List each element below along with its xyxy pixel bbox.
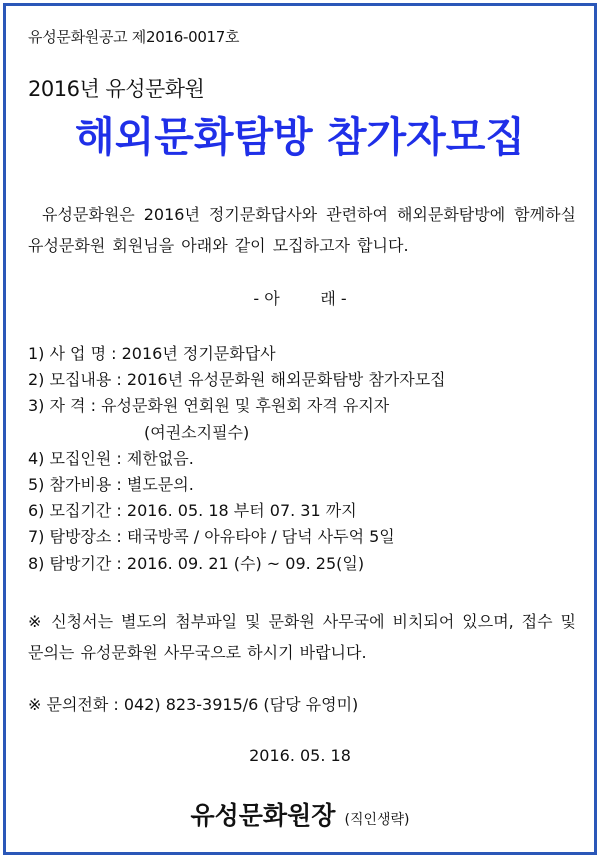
application-note: ※ 신청서는 별도의 첨부파일 및 문화원 사무국에 비치되어 있으며, 접수 및 문의는 유성문화원 사무국으로 하시기 바랍니다.	[28, 612, 576, 662]
detail-item-capacity: 4) 모집인원 : 제한없음.	[28, 448, 194, 468]
seal-note: (직인생략)	[344, 812, 410, 828]
subtitle: 2016년 유성문화원	[28, 77, 205, 101]
detail-item-recruit-period: 6) 모집기간 : 2016. 05. 18 부터 07. 31 까지	[28, 501, 357, 521]
detail-item-destination: 7) 탐방장소 : 태국방콕 / 아유타야 / 담넉 사두억 5일	[28, 527, 395, 547]
detail-item-project: 1) 사 업 명 : 2016년 정기문화답사	[28, 344, 276, 363]
detail-item-fee: 5) 참가비용 : 별도문의.	[28, 474, 194, 494]
section-marker: - 아 래 -	[253, 289, 347, 308]
issue-date: 2016. 05. 18	[249, 746, 351, 765]
issuer-block	[0, 796, 600, 832]
contact-info: ※ 문의전화 : 042) 823-3915/6 (담당 유영미)	[28, 695, 359, 714]
intro-paragraph: 유성문화원은 2016년 정기문화답사와 관련하여 해외문화탐방에 함께하실 유성문화원 회원님을 아래와 같이 모집하고자 합니다.	[28, 205, 576, 255]
detail-item-passport-note: (여권소지필수)	[144, 422, 250, 442]
detail-item-trip-period: 8) 탐방기간 : 2016. 09. 21 (수) ~ 09. 25(일)	[28, 553, 365, 573]
details-list	[28, 341, 446, 577]
detail-item-content: 2) 모집내용 : 2016년 유성문화원 해외문화탐방 참가자모집	[28, 370, 446, 390]
issuer-name: 유성문화원장	[190, 801, 336, 830]
notice-number: 유성문화원공고 제2016-0017호	[28, 28, 240, 46]
page-title: 해외문화탐방 참가자모집	[75, 113, 525, 161]
detail-item-eligibility: 3) 자 격 : 유성문화원 연회원 및 후원회 자격 유지자	[28, 396, 390, 416]
